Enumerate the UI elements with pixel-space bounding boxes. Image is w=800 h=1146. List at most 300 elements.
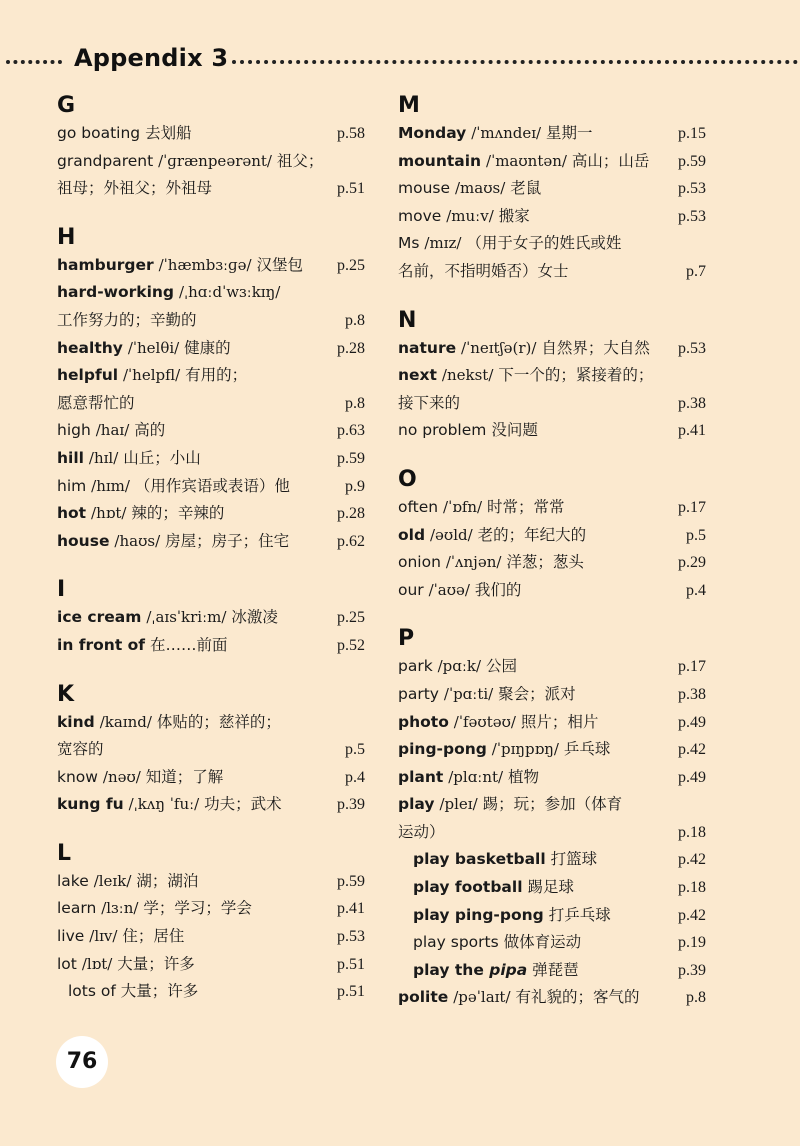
section-letter: M: [398, 93, 420, 118]
definition: 知道；了解: [145, 767, 224, 786]
page-ref: p.51: [337, 983, 365, 1001]
page-ref: p.51: [337, 955, 365, 973]
page-ref: p.58: [337, 125, 365, 142]
headword: house: [57, 531, 110, 550]
glossary-entry: [398, 230, 708, 285]
page-ref: p.7: [686, 262, 706, 280]
definition: （用作宾语或表语）他: [134, 476, 290, 495]
entry-line: [57, 951, 367, 979]
page-ref: p.39: [678, 961, 706, 979]
headword: play the: [413, 960, 490, 979]
definition: 洋葱；葱头: [506, 553, 584, 572]
glossary-entry: [398, 494, 708, 522]
page-ref: p.53: [678, 180, 706, 198]
headword: party: [398, 684, 439, 703]
page-ref: p.28: [337, 339, 365, 357]
page-ref: p.9: [345, 477, 365, 495]
phonetic: /pəˈlaɪt/: [453, 988, 511, 1007]
glossary-entry: [57, 473, 367, 501]
definition: 老的；年纪大的: [477, 525, 587, 544]
entry-line: [68, 978, 367, 1006]
headword: in front of: [57, 635, 146, 654]
headword: kung fu: [57, 795, 124, 814]
entry-line: [398, 653, 708, 681]
headword: mountain: [398, 151, 482, 170]
headword: helpful: [57, 366, 119, 385]
phonetic: /muːv/: [446, 206, 494, 225]
page-ref: p.29: [678, 554, 706, 572]
glossary-entry: [398, 957, 708, 985]
definition: 住；居住: [122, 927, 185, 946]
entry-line: [57, 528, 367, 556]
page-ref: p.42: [678, 851, 706, 869]
definition: 公园: [486, 657, 518, 676]
glossary-entry: [398, 577, 708, 605]
phonetic: /ˈaʊə/: [428, 580, 470, 599]
page-ref: p.63: [337, 422, 365, 440]
phonetic: /ˈmaʊntən/: [486, 151, 567, 170]
definition: 踢足球: [527, 878, 574, 897]
glossary-entry: [57, 417, 367, 445]
definition: 大量；许多: [120, 982, 199, 1001]
definition: 有用的；: [185, 366, 248, 385]
entry-line: [398, 258, 708, 286]
glossary-section: [57, 92, 367, 203]
glossary-entry: [57, 528, 367, 556]
glossary-entry: [57, 764, 367, 792]
entry-line: [398, 522, 708, 550]
headword: live: [57, 927, 85, 946]
headword: move: [398, 206, 442, 225]
glossary-entry: [57, 148, 367, 203]
glossary-entry: [398, 362, 708, 417]
entry-line: [398, 230, 708, 258]
headword: ping-pong: [398, 740, 487, 759]
definition: 工作努力的；辛勤的: [57, 310, 197, 329]
page-ref: p.53: [337, 928, 365, 946]
entry-line: [57, 120, 367, 148]
glossary-entry: [398, 175, 708, 203]
headword: ice cream: [57, 608, 142, 627]
phonetic: /ˈneɪtʃə(r)/: [461, 338, 537, 357]
entry-line: [398, 549, 708, 577]
phonetic: /ˌhɑːdˈwɜːkɪŋ/: [178, 283, 281, 302]
definition: 祖父；: [276, 151, 324, 170]
page-ref: p.8: [345, 394, 365, 412]
definition: 弹琵琶: [532, 960, 579, 979]
definition: 体贴的；慈祥的；: [156, 712, 281, 731]
glossary-entry: [57, 362, 367, 417]
entry-line: [398, 362, 708, 390]
entry-line: [57, 335, 367, 363]
definition: 名前，不指明婚否）女士: [398, 261, 569, 280]
definition: 做体育运动: [503, 933, 582, 952]
entry-line: [413, 846, 708, 874]
phonetic: /hɒt/: [91, 504, 127, 523]
page-ref: p.53: [678, 207, 706, 225]
phonetic: /lɒt/: [81, 954, 113, 973]
entry-line: [413, 874, 708, 902]
entry-line: [57, 445, 367, 473]
glossary-entry: [57, 445, 367, 473]
glossary-entry: [398, 549, 708, 577]
definition: 照片；相片: [520, 712, 599, 731]
definition: 搬家: [498, 206, 530, 225]
entry-line: [398, 681, 708, 709]
headword: play football: [413, 878, 523, 897]
entry-line: [57, 868, 367, 896]
phonetic: /kaɪnd/: [99, 712, 152, 731]
headword: learn: [57, 899, 97, 918]
page-ref: p.19: [678, 934, 706, 952]
phonetic: /haɪ/: [95, 421, 130, 440]
headword: Ms: [398, 234, 420, 253]
phonetic: /pleɪ/: [439, 795, 478, 814]
definition: 星期一: [546, 124, 593, 142]
entry-line: [57, 175, 367, 203]
header-dots-left: [6, 60, 62, 64]
page-ref: p.59: [337, 872, 365, 890]
entry-line: [398, 577, 708, 605]
phonetic: /pɑːk/: [437, 657, 482, 676]
headword: no problem: [398, 421, 487, 440]
phonetic: /ˌkʌŋ ˈfuː/: [128, 795, 200, 814]
entry-line: [57, 736, 367, 764]
definition: 在……前面: [149, 635, 228, 654]
page-ref: p.18: [678, 879, 706, 897]
phonetic: /ˌaɪsˈkriːm/: [146, 608, 227, 627]
definition: 下一个的；紧接着的；: [498, 366, 654, 385]
headword: park: [398, 657, 433, 676]
definition: 我们的: [474, 580, 522, 599]
glossary-entry: [57, 279, 367, 334]
headword: lake: [57, 871, 89, 890]
section-letter: N: [398, 307, 417, 333]
page-ref: p.25: [337, 609, 365, 627]
glossary-entry: [57, 923, 367, 951]
glossary-section: [57, 576, 367, 659]
headword: lot: [57, 954, 77, 973]
entry-line: [398, 709, 708, 737]
entry-line: [57, 252, 367, 280]
definition: （用于女子的姓氏或姓: [466, 234, 622, 253]
headword: next: [398, 366, 437, 385]
section-letter: I: [57, 577, 66, 603]
page-ref: p.52: [337, 636, 365, 654]
headword: old: [398, 525, 426, 544]
phonetic: /ˈʌnjən/: [445, 553, 502, 572]
entry-line: [398, 819, 708, 847]
glossary-entry: [398, 148, 708, 176]
entry-line: [57, 764, 367, 792]
headword: play sports: [413, 933, 499, 952]
page-ref: p.42: [678, 741, 706, 759]
glossary-entry: [57, 951, 367, 979]
page-ref: p.49: [678, 713, 706, 731]
glossary-entry: [57, 335, 367, 363]
glossary-section: [398, 307, 708, 445]
headword: onion: [398, 553, 441, 572]
glossary-section: [57, 840, 367, 1006]
headword-italic: pipa: [489, 960, 528, 979]
page-ref: p.38: [678, 685, 706, 703]
definition: 自然界；大自然: [541, 338, 650, 357]
entry-line: [57, 791, 367, 819]
page-ref: p.49: [678, 768, 706, 786]
page-ref: p.51: [337, 180, 365, 198]
page-ref: p.42: [678, 906, 706, 924]
page-ref: p.5: [345, 741, 365, 759]
glossary-entry: [398, 709, 708, 737]
entry-line: [398, 791, 708, 819]
section-letter: H: [57, 224, 76, 250]
definition: 功夫；武术: [204, 795, 282, 814]
entry-line: [57, 473, 367, 501]
page-ref: p.62: [337, 532, 365, 550]
headword: go boating: [57, 124, 141, 142]
headword: hamburger: [57, 255, 154, 274]
page-ref: p.17: [678, 498, 706, 516]
phonetic: /ˈhæmbɜːɡə/: [158, 255, 252, 274]
headword: often: [398, 497, 439, 516]
entry-line: [398, 417, 708, 445]
definition: 踢；玩；参加（体育: [482, 795, 623, 814]
phonetic: /maʊs/: [454, 179, 506, 198]
entry-line: [57, 632, 367, 660]
definition: 冰激凌: [231, 608, 278, 627]
page-ref: p.8: [345, 311, 365, 329]
entry-line: [398, 736, 708, 764]
phonetic: /ˈhelθi/: [127, 338, 180, 357]
glossary-entry: [398, 653, 708, 681]
glossary-entry: [398, 846, 708, 874]
entry-line: [57, 362, 367, 390]
definition: 接下来的: [398, 393, 461, 412]
glossary-entry: [398, 681, 708, 709]
glossary-entry: [57, 895, 367, 923]
entry-line: [398, 203, 708, 231]
phonetic: /ˈmʌndeɪ/: [471, 124, 542, 142]
definition: 大量；许多: [117, 954, 195, 973]
glossary-entry: [57, 709, 367, 764]
phonetic: /hɪl/: [88, 448, 119, 467]
definition: 植物: [508, 767, 540, 786]
glossary-entry: [398, 902, 708, 930]
definition: 山丘；小山: [123, 448, 201, 467]
headword: hill: [57, 448, 84, 467]
page-ref: p.59: [678, 152, 706, 170]
page-ref: p.38: [678, 394, 706, 412]
entry-line: [398, 764, 708, 792]
definition: 宽容的: [57, 740, 104, 759]
headword: lots of: [68, 982, 116, 1001]
section-letter: G: [57, 93, 76, 118]
glossary-section: [57, 224, 367, 556]
headword: play: [398, 795, 435, 814]
page-ref: p.4: [686, 581, 706, 599]
glossary-section: [398, 625, 708, 1012]
glossary-entry: [398, 522, 708, 550]
glossary-entry: [398, 203, 708, 231]
phonetic: /nəʊ/: [102, 767, 141, 786]
definition: 去划船: [145, 124, 192, 142]
glossary-entry: [398, 791, 708, 846]
glossary-column-right: [398, 92, 708, 1033]
entry-line: [57, 417, 367, 445]
section-letter: K: [57, 681, 75, 707]
glossary-entry: [57, 120, 367, 148]
phonetic: /ˈhelpfl/: [122, 366, 181, 385]
phonetic: /plɑːnt/: [448, 767, 504, 786]
phonetic: /leɪk/: [93, 871, 132, 890]
headword: high: [57, 421, 91, 440]
glossary-section: [398, 92, 708, 286]
definition: 高山；山岳: [571, 151, 650, 170]
page-ref: p.4: [345, 768, 365, 786]
glossary-entry: [398, 984, 708, 1012]
page-header: [0, 42, 800, 82]
phonetic: /ˈpɪŋpɒŋ/: [491, 740, 559, 759]
headword: photo: [398, 712, 449, 731]
headword: kind: [57, 712, 95, 731]
definition: 愿意帮忙的: [57, 393, 135, 412]
glossary-entry: [57, 791, 367, 819]
glossary-entry: [398, 417, 708, 445]
phonetic: /nekst/: [441, 366, 494, 385]
entry-line: [398, 175, 708, 203]
glossary-column-left: [57, 92, 367, 1027]
glossary-entry: [398, 929, 708, 957]
phonetic: /ˈɡrænpeərənt/: [158, 151, 272, 170]
headword: play basketball: [413, 850, 546, 869]
definition: 没问题: [491, 421, 538, 440]
glossary-entry: [398, 764, 708, 792]
phonetic: /ˈfəʊtəʊ/: [453, 712, 516, 731]
entry-line: [57, 148, 367, 176]
page-ref: p.41: [678, 422, 706, 440]
glossary-section: [398, 466, 708, 604]
page-ref: p.17: [678, 658, 706, 676]
glossary-entry: [398, 335, 708, 363]
entry-line: [413, 929, 708, 957]
phonetic: /əʊld/: [430, 525, 473, 544]
definition: 辣的；辛辣的: [131, 504, 225, 523]
entry-line: [57, 390, 367, 418]
entry-line: [57, 923, 367, 951]
page-ref: p.8: [686, 989, 706, 1007]
headword: Monday: [398, 124, 467, 142]
phonetic: /mɪz/: [424, 234, 462, 253]
headword: grandparent: [57, 151, 154, 170]
definition: 高的: [134, 421, 166, 440]
entry-line: [57, 604, 367, 632]
definition: 打篮球: [550, 850, 598, 869]
phonetic: /haʊs/: [114, 531, 161, 550]
headword: know: [57, 767, 98, 786]
headword: hot: [57, 504, 87, 523]
definition: 房屋；房子；住宅: [165, 531, 290, 550]
section-letter: O: [398, 466, 417, 492]
headword: nature: [398, 338, 457, 357]
page-ref: p.39: [337, 796, 365, 814]
phonetic: /ˈɒfn/: [443, 497, 483, 516]
definition: 学；学习；学会: [143, 899, 252, 918]
definition: 健康的: [184, 338, 231, 357]
entry-line: [398, 335, 708, 363]
entry-line: [413, 957, 708, 985]
entry-line: [398, 120, 708, 148]
definition: 汉堡包: [256, 255, 304, 274]
glossary-entry: [57, 604, 367, 632]
glossary-entry: [57, 632, 367, 660]
section-letter: P: [398, 626, 415, 652]
phonetic: /lɜːn/: [101, 899, 139, 918]
definition: 祖母；外祖父；外祖母: [57, 179, 213, 198]
section-letter: L: [57, 840, 72, 866]
page-number-badge: 76: [56, 1036, 108, 1088]
entry-line: [398, 390, 708, 418]
page-ref: p.28: [337, 505, 365, 523]
headword: plant: [398, 767, 444, 786]
glossary-entry: [398, 874, 708, 902]
page-ref: p.15: [678, 125, 706, 142]
page-ref: p.41: [337, 900, 365, 918]
entry-line: [57, 279, 367, 307]
page-ref: p.25: [337, 256, 365, 274]
definition: 运动）: [398, 822, 445, 841]
definition: 老鼠: [510, 179, 542, 198]
page-ref: p.18: [678, 823, 706, 841]
entry-line: [57, 709, 367, 737]
definition: 打乒乓球: [548, 905, 611, 924]
entry-line: [57, 500, 367, 528]
definition: 时常；常常: [487, 497, 565, 516]
glossary-entry: [398, 120, 708, 148]
headword: mouse: [398, 179, 451, 198]
definition: 聚会；派对: [498, 684, 576, 703]
page-title: Appendix 3: [74, 44, 229, 72]
definition: 湖；湖泊: [136, 871, 199, 890]
entry-line: [57, 895, 367, 923]
headword: our: [398, 580, 424, 599]
headword: healthy: [57, 338, 123, 357]
headword: play ping-pong: [413, 905, 544, 924]
glossary-entry: [57, 252, 367, 280]
headword: him: [57, 476, 87, 495]
definition: 乒乓球: [563, 740, 611, 759]
entry-line: [398, 148, 708, 176]
header-dots-right: [232, 60, 798, 64]
phonetic: /ˈpɑːti/: [443, 684, 494, 703]
glossary-entry: [57, 500, 367, 528]
entry-line: [398, 984, 708, 1012]
glossary-section: [57, 681, 367, 819]
entry-line: [57, 307, 367, 335]
page-ref: p.59: [337, 449, 365, 467]
phonetic: /lɪv/: [89, 927, 118, 946]
page-ref: p.5: [686, 526, 706, 544]
page-ref: p.53: [678, 339, 706, 357]
entry-line: [413, 902, 708, 930]
phonetic: /hɪm/: [91, 476, 130, 495]
entry-line: [398, 494, 708, 522]
headword: hard-working: [57, 283, 175, 302]
glossary-entry: [398, 736, 708, 764]
glossary-entry: [57, 978, 367, 1006]
definition: 有礼貌的；客气的: [515, 988, 640, 1007]
headword: polite: [398, 988, 449, 1007]
glossary-entry: [57, 868, 367, 896]
